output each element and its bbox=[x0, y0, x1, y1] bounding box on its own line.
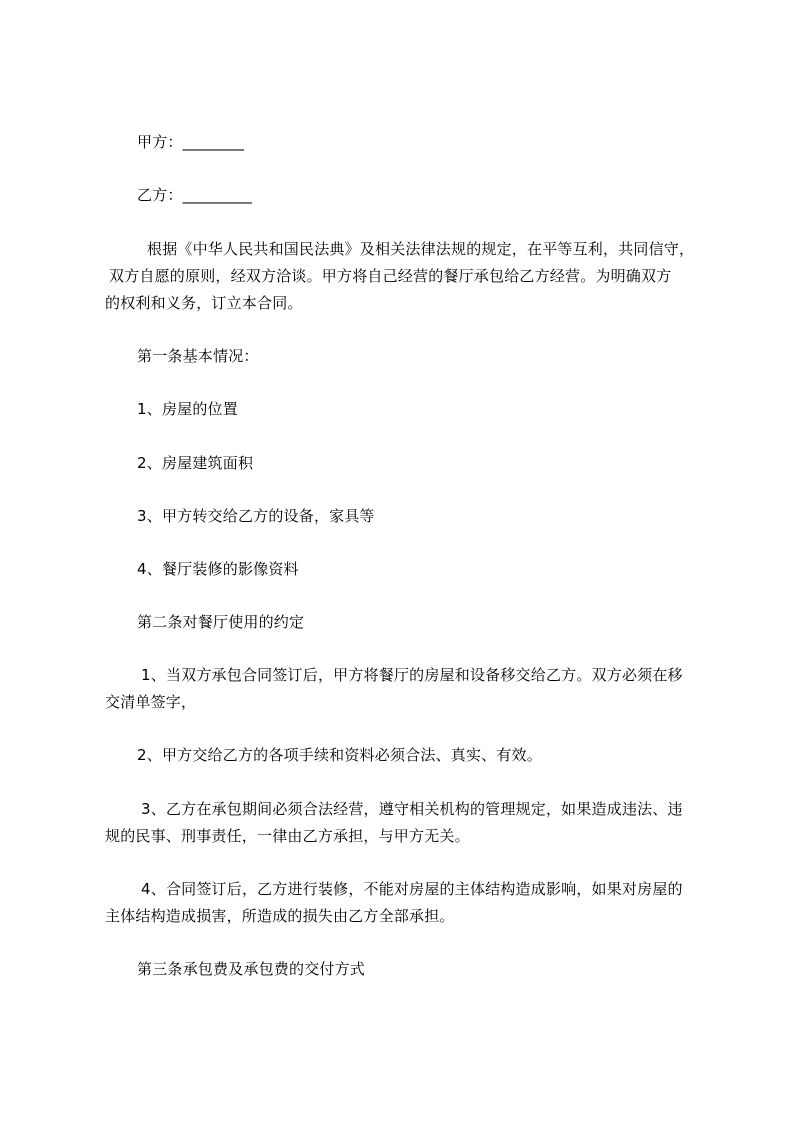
article-1-item-1: 1、房屋的位置 bbox=[137, 400, 238, 418]
article-2-clause-2: 2、甲方交给乙方的各项手续和资料必须合法、真实、有效。 bbox=[137, 746, 542, 764]
article-2-clause-1-line-1: 1、当双方承包合同签订后，甲方将餐厅的房屋和设备移交给乙方。双方必须在移 bbox=[141, 666, 683, 684]
article-2-clause-1-line-2: 交清单签字， bbox=[105, 693, 197, 711]
article-1-title: 第一条基本情况： bbox=[137, 347, 259, 365]
intro-line-1: 根据《中华人民共和国民法典》及相关法律法规的规定，在平等互利，共同信守， bbox=[147, 240, 695, 258]
intro-line-2: 双方自愿的原则，经双方洽谈。甲方将自己经营的餐厅承包给乙方经营。为明确双方 bbox=[109, 267, 672, 285]
article-1-item-3: 3、甲方转交给乙方的设备，家具等 bbox=[137, 507, 375, 525]
article-3-title: 第三条承包费及承包费的交付方式 bbox=[137, 960, 366, 978]
article-1-item-2: 2、房屋建筑面积 bbox=[137, 454, 254, 472]
article-1-item-4: 4、餐厅装修的影像资料 bbox=[137, 560, 299, 578]
party-b-line: 乙方：_________ bbox=[137, 186, 252, 204]
intro-line-3: 的权利和义务，订立本合同。 bbox=[105, 294, 303, 312]
article-2-clause-4-line-2: 主体结构造成损害，所造成的损失由乙方全部承担。 bbox=[105, 907, 455, 925]
article-2-title: 第二条对餐厅使用的约定 bbox=[137, 613, 305, 631]
article-2-clause-3-line-2: 规的民事、刑事责任，一律由乙方承担，与甲方无关。 bbox=[105, 827, 470, 845]
party-a-line: 甲方：________ bbox=[137, 133, 245, 151]
article-2-clause-4-line-1: 4、合同签订后，乙方进行装修，不能对房屋的主体结构造成影响，如果对房屋的 bbox=[141, 880, 683, 898]
article-2-clause-3-line-1: 3、乙方在承包期间必须合法经营，遵守相关机构的管理规定，如果造成违法、违 bbox=[141, 800, 683, 818]
